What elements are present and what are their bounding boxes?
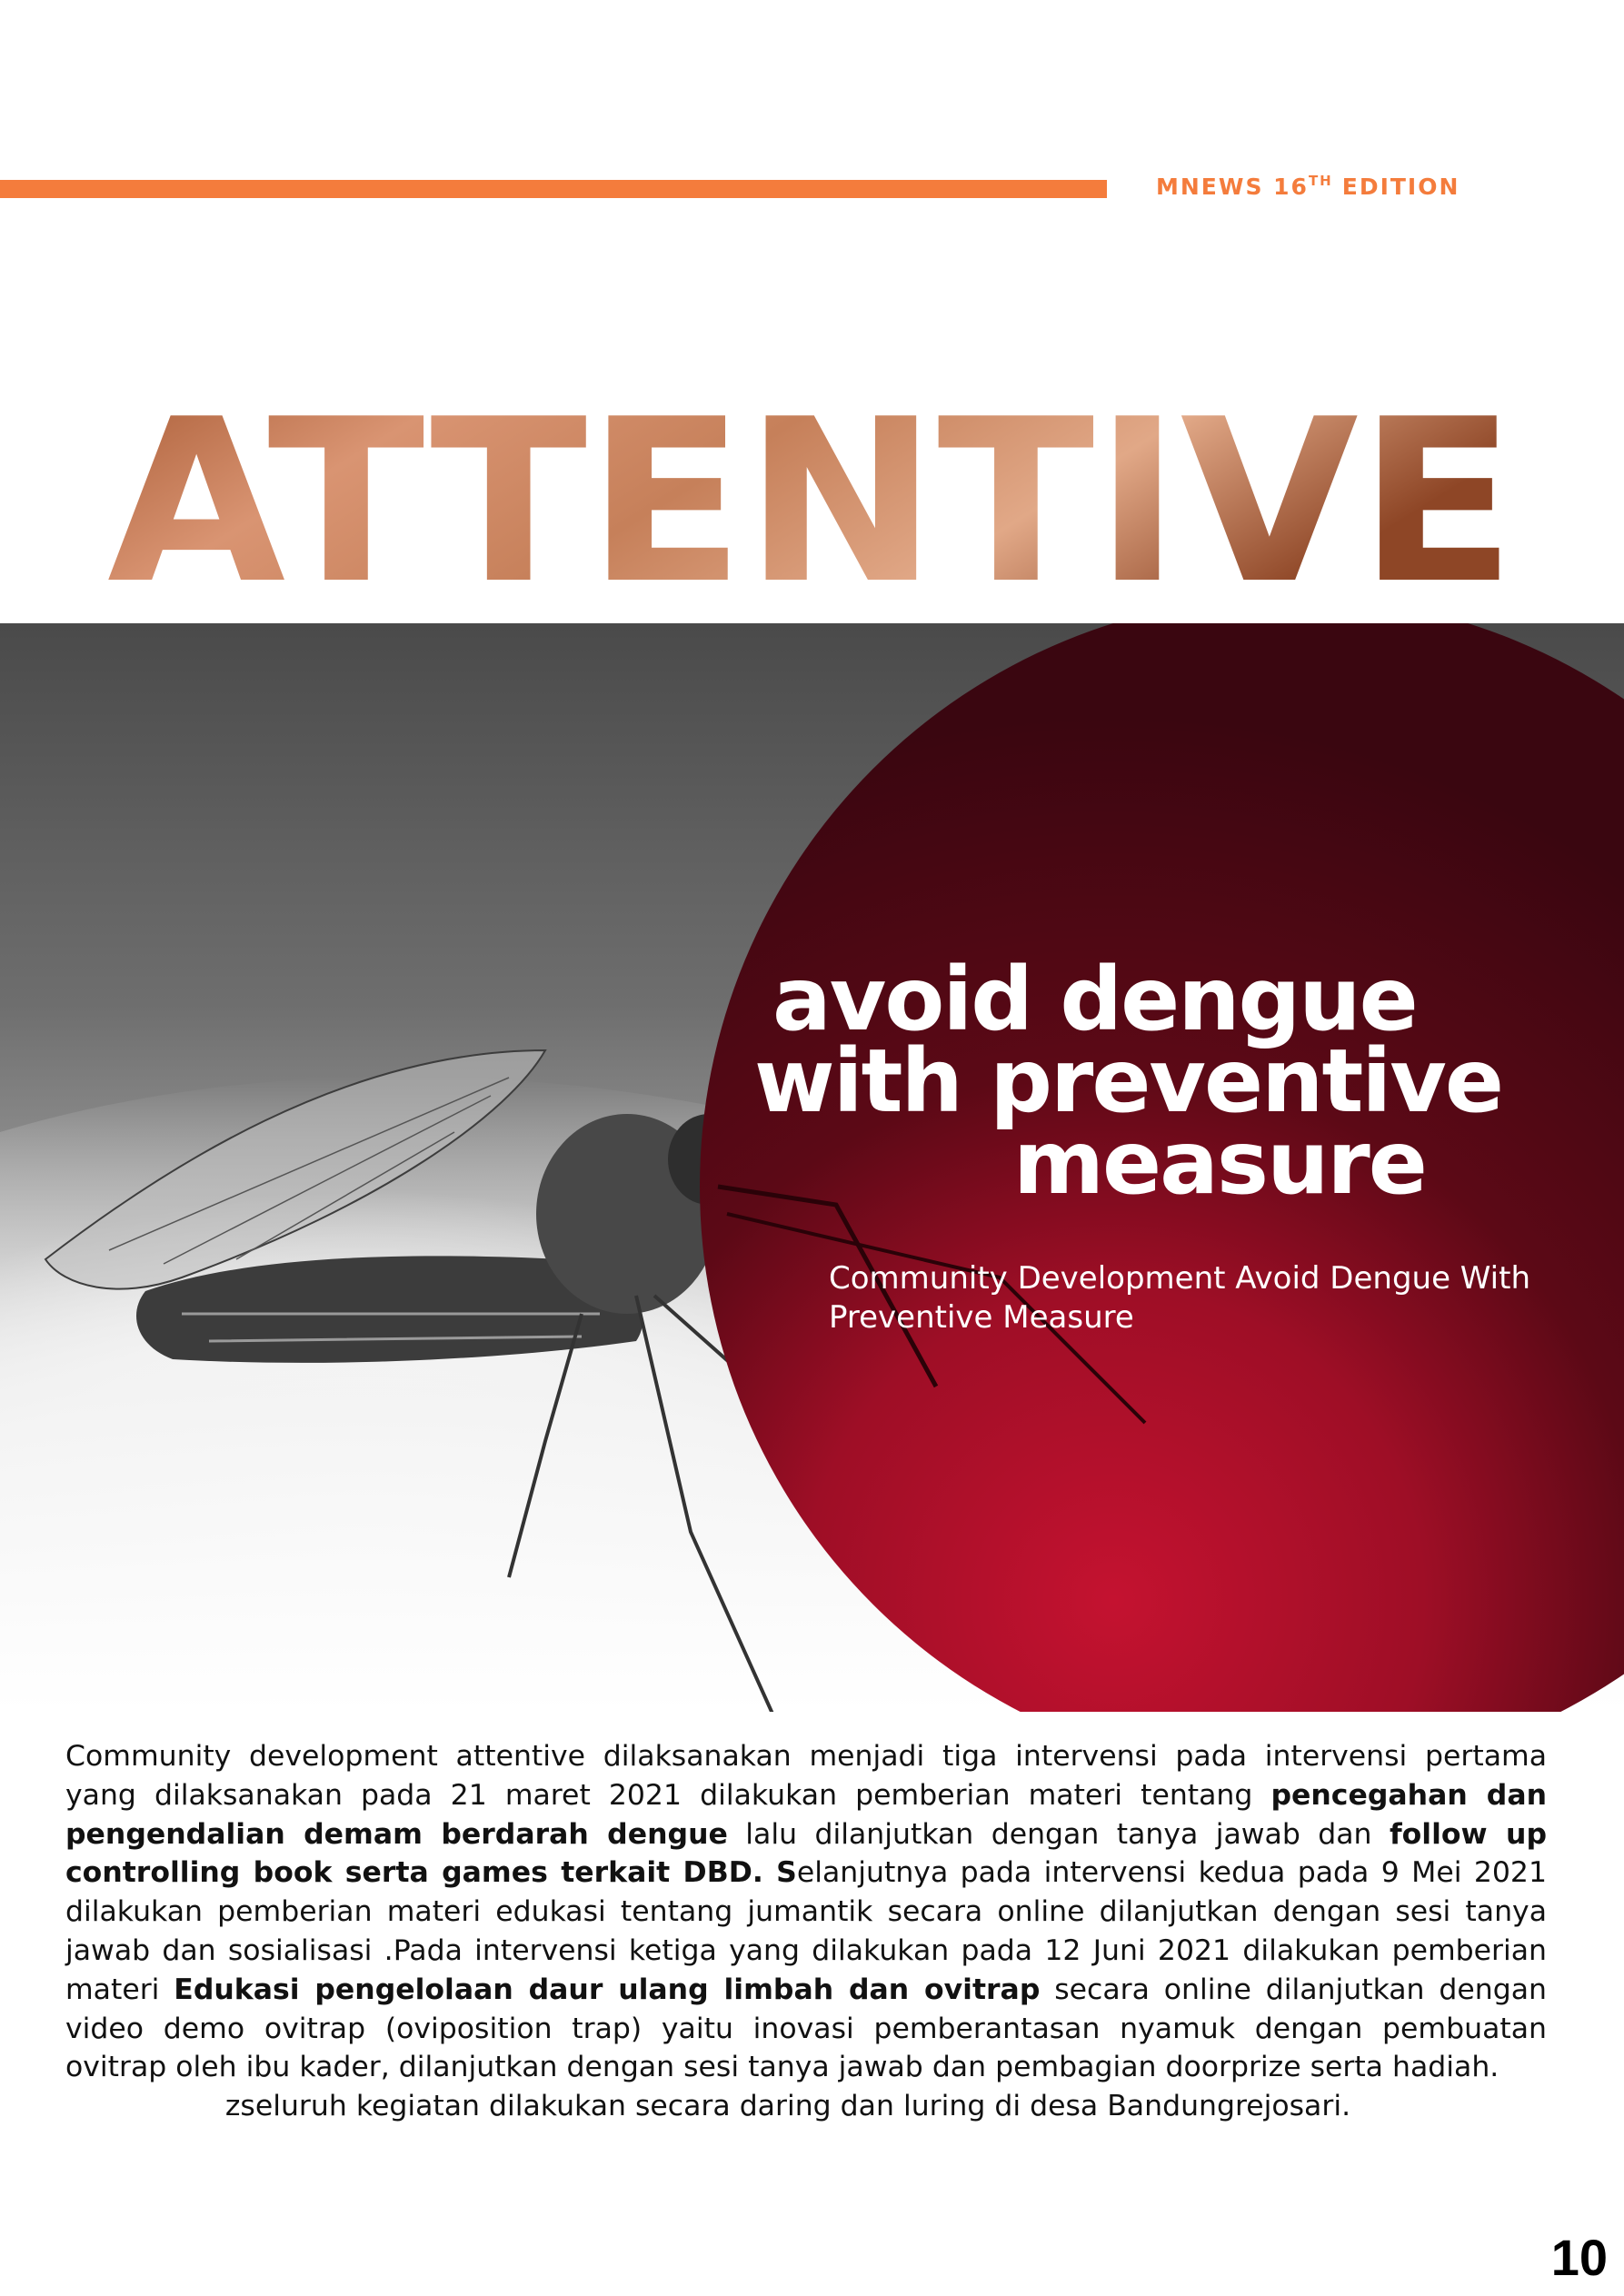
page-number: 10: [1550, 2229, 1608, 2286]
hero-banner: [0, 623, 1624, 1712]
header-accent-bar: [0, 180, 1107, 198]
section-title: [0, 391, 1624, 600]
edition-label: MNEWS 16TH EDITION: [1156, 173, 1460, 200]
headline-line-1: avoid dengue: [772, 949, 1417, 1050]
article-segment-1: Community development attentive dilaksanakan menjadi tiga intervensi pada intervensi pertama yang dilaksanakan pada 21 maret 2021 dilakukan pemberian materi tentang: [65, 1740, 1547, 1812]
article-segment-2: pencegahan dan pengendalian demam berdarah dengue: [65, 1778, 1548, 1851]
hero-subtitle: Community Development Avoid Dengue With Preventive Measure: [829, 1260, 1531, 1336]
headline-line-2: with preventive: [754, 1030, 1502, 1132]
section-title-text: ATTENTIVE: [107, 391, 1516, 600]
article-segment-5: elanjutnya pada intervensi kedua pada 9 Mei 2021 dilakukan pemberian materi edukasi tentang jumantik secara online dilanjutkan dengan sesi tanya jawab dan sosialisasi .Pada intervensi ketiga yang dilakukan pada 12 Juni 2021 dilakukan pemberian materi: [65, 1856, 1548, 2006]
article-segment-4: follow up controlling book serta games terkait DBD. S: [65, 1817, 1547, 1890]
article-segment-7: secara online dilanjutkan dengan video demo ovitrap (oviposition trap) yaitu inovasi pemberantasan nyamuk dengan pembuatan ovitrap oleh ibu kader, dilanjutkan dengan sesi tanya jawab dan pembagian doorprize serta hadiah.: [65, 1973, 1547, 2084]
article-segment-3: lalu dilanjutkan dengan tanya jawab dan: [727, 1817, 1390, 1851]
headline-line-3: measure: [1013, 1112, 1426, 1214]
article-segment-6: Edukasi pengelolaan daur ulang limbah dan ovitrap: [174, 1973, 1041, 2006]
article-body: [65, 1737, 1547, 2126]
article-closing: zseluruh kegiatan dilakukan secara daring dan luring di desa Bandungrejosari.: [224, 2090, 1351, 2123]
